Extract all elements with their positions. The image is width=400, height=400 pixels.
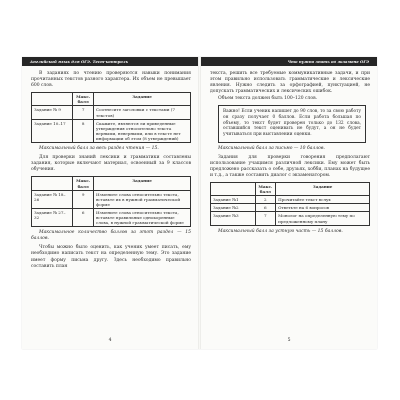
table-cell: 7 (255, 212, 276, 225)
left-page-header (22, 57, 198, 66)
table-row (211, 196, 370, 204)
table-cell: Задание 10–17 (32, 119, 73, 142)
table-cell: 6 (255, 204, 276, 212)
table-cell: 7 (73, 106, 94, 119)
reading-max-score: Максимальный балл за весь раздел чтения — 15. (39, 146, 159, 152)
table-header-cell (32, 177, 73, 190)
left-header-title: Английский язык для ОГЭ. Тест-контроль (30, 59, 129, 64)
table-cell: Задание №1 (211, 196, 256, 204)
table-row (32, 208, 191, 226)
right-page (201, 57, 377, 349)
table-header-cell: Задание (276, 183, 370, 196)
right-header-title: Что нужно знать об экзамене ОГЭ (287, 59, 369, 64)
speaking-intro-paragraph: Задания для проверки говорения предполагают использование учащимся различной лексики. Ему может быть предложено рассказать о себе, друзьях, хобби, планах на будущее и т.д., а также составить диалог с экзаменатором. (210, 154, 370, 179)
table-header-row (32, 93, 191, 106)
table-cell: Задание № 18–26 (32, 190, 73, 208)
writing-intro-paragraph: Чтобы можно было оценить, как ученик умеет писать, ему необходимо написать текст на определенную тему. Это задание имеет форму письма другу. Здесь необходимо правильно составить план (31, 245, 191, 269)
table-cell: Задание № 9 (32, 106, 73, 119)
table-row (211, 204, 370, 212)
table-header-cell (211, 183, 256, 196)
grammar-intro-paragraph: Для проверки знаний лексики и грамматики составлены задания, которые включают материал, освоенный за 9 классов обучения. (31, 155, 191, 173)
table-row (32, 106, 191, 119)
right-page-body (210, 71, 370, 238)
reading-tasks-table (31, 92, 191, 143)
writing-continued-paragraph: текста, решить все требуемые коммуникативные задачи, и при этом правильно использовать грамматические и лексические явления. Нужно следить за орфографией, пунктуацией, не допускать грамматических и лексических ошибок. (210, 71, 370, 95)
table-cell: Задание №2 (211, 204, 256, 212)
speaking-max-score: Максимальный балл за устную часть — 15 баллов. (218, 228, 343, 234)
table-header-cell: Задание (93, 93, 190, 106)
table-header-cell (32, 93, 73, 106)
speaking-tasks-table (210, 182, 370, 226)
table-cell: Измените слова относительно текста, вставьте правильные однокоренные слова, в нужной грамматической форме (93, 208, 190, 226)
table-row (32, 190, 191, 208)
table-cell: Монолог на определенную тему по предложенному плану (276, 212, 370, 225)
table-cell: Задание №3 (211, 212, 256, 225)
page-number: 5 (287, 338, 291, 343)
writing-max-score: Максимальный балл за письмо — 10 баллов. (218, 145, 325, 151)
table-header-cell: Задание (93, 177, 190, 190)
table-header-cell: Макс. балл (255, 183, 276, 196)
left-page (22, 57, 198, 349)
grammar-max-score: Максимальное количество баллов за этот раздел — 15 баллов. (31, 230, 191, 242)
table-cell: 9 (73, 190, 94, 208)
table-cell: Скажите, являются ли приведенные утверждения относительно текста верными, неверными, или в тексте нет информации об этом (8 утверждений) (93, 119, 190, 142)
right-page-header (201, 57, 377, 66)
table-header-cell: Макс. балл (73, 93, 94, 106)
table-cell: Задание № 27–32 (32, 208, 73, 226)
table-row (32, 119, 191, 142)
table-cell: Прочитайте текст вслух (276, 196, 370, 204)
table-header-row (32, 177, 191, 190)
table-header-cell: Макс. балл (73, 177, 94, 190)
table-cell: 2 (255, 196, 276, 204)
left-page-body (31, 71, 191, 270)
grammar-tasks-table (31, 176, 191, 227)
table-cell: Соотнесите заголовки с текстами (7 текстов) (93, 106, 190, 119)
reading-intro-paragraph: В заданиях по чтению проверяются навыки понимания прочитанных текстов разного характера. Их объем не превышает 600 слов. (31, 71, 191, 89)
important-note-box (218, 105, 366, 143)
text-length-paragraph: Объем текста должен быть 100–120 слов. (218, 95, 318, 101)
table-cell: 8 (73, 119, 94, 142)
page-number: 4 (108, 338, 112, 343)
table-header-row (211, 183, 370, 196)
table-cell: 6 (73, 208, 94, 226)
book-spread (22, 57, 377, 349)
important-note-text: Важно! Если ученик напишет до 90 слов, то за свою работу он сразу получает 0 баллов. Если работа большая по объему, то текст будет проверен только до 132 слова, оставшийся текст оценивать не будут, а он не будет учитываться при выставлении оценки. (223, 109, 361, 138)
table-cell: Измените слова относительно текста, вставьте их в нужной грамматической форме (93, 190, 190, 208)
table-cell: Ответьте на 6 вопросов (276, 204, 370, 212)
table-row (211, 212, 370, 225)
